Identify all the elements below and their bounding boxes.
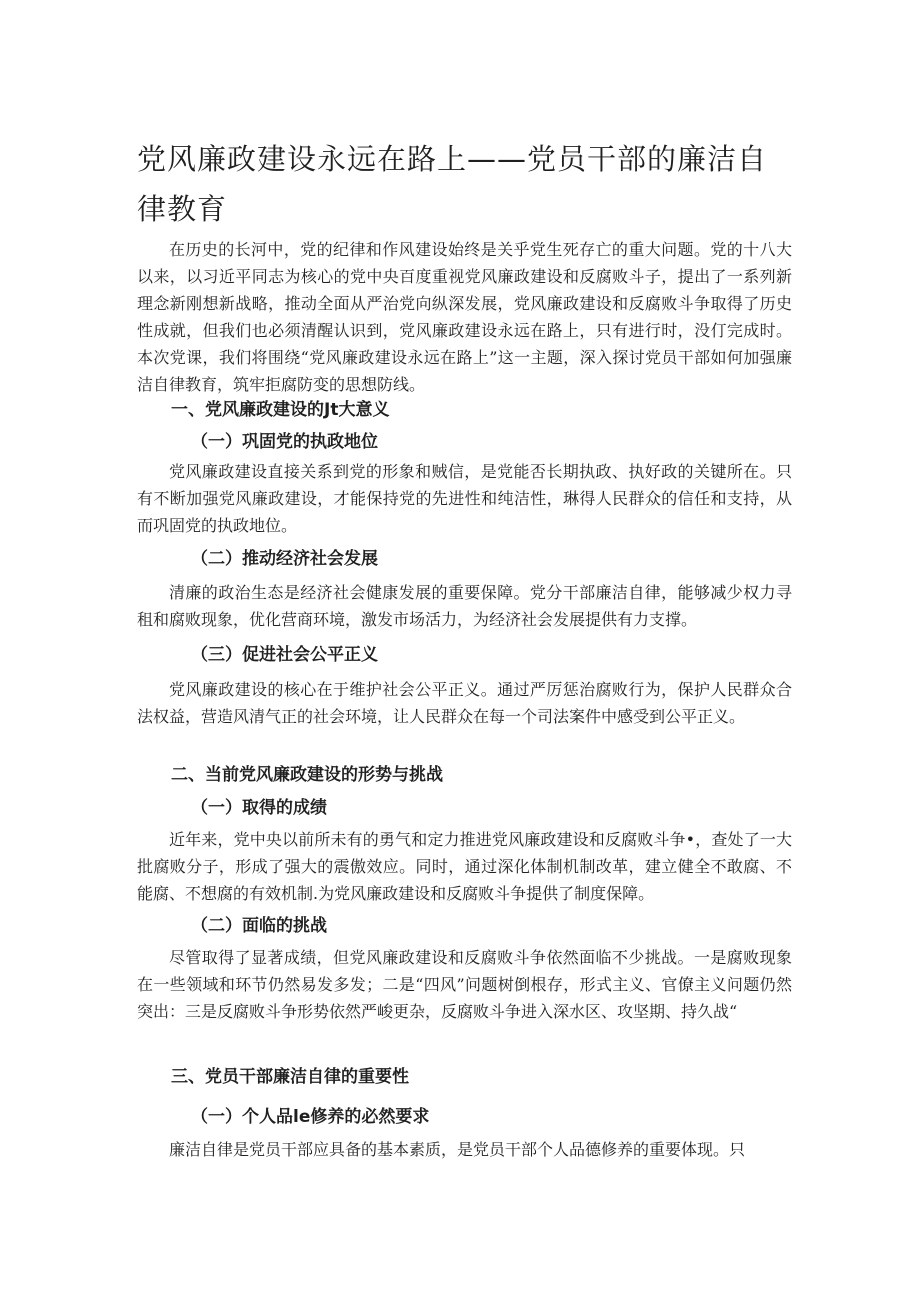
section-2-1-paragraph: 近年来，党中央以前所未有的勇气和定力推进党风廉政建设和反腐败斗争•，查处了一大批腐败分子，形成了强大的震傲效应。同时，通过深化体制机制改革，建立健全不敢腐、不能腐、不想腐的有效机制.为党风廉政建设和反腐败斗争提供了制度保障。 <box>137 830 792 903</box>
section-1-3-heading: （三）促进社会公平正义 <box>191 645 378 665</box>
section-1-heading: 一、党风廉政建设的Jt大意义 <box>171 400 390 420</box>
section-1-2-paragraph: 清廉的政治生态是经济社会健康发展的重要保障。党分干部廉洁自律，能够减少权力寻租和腐败现象，优化营商环境，激发市场活力，为经济社会发展提供有力支撑。 <box>137 583 792 629</box>
section-3-1-paragraph: 廉洁自律是党员干部应具备的基本素质，是党员干部个人品德修养的重要体现。只 <box>169 1140 746 1159</box>
section-1-1-paragraph: 党风廉政建设直接关系到党的形象和贼信，是党能否长期执政、执好政的关键所在。只有不断加强党风廉政建设，才能保持党的先进性和纯洁性，琳得人民群众的信任和支持，从而巩固党的执政地位。 <box>137 462 792 535</box>
section-1-3-paragraph: 党风廉政建设的核心在于维护社会公平正义。通过严厉惩治腐败行为，保护人民群众合法权益，营造风清气正的社会环境，让人民群众在每一个司法案件中感受到公平正义。 <box>137 680 792 726</box>
section-2-2-paragraph: 尽管取得了显著成绩，但党风廉政建设和反腐败斗争依然面临不少挑战。一是腐败现象在一些领域和环节仍然易发多发；二是“四风”问题树倒根存，形式主义、官僚主义问题仍然突出：三是反腐败斗争形势依然严峻更杂，反腐败斗争进入深水区、攻坚期、持久战“ <box>137 948 792 1021</box>
section-3-heading: 三、党员干部廉洁自律的重要性 <box>171 1067 409 1087</box>
section-1-2-heading: （二）推动经济社会发展 <box>191 549 378 569</box>
section-3-1-heading: （一）个人品le修养的必然要求 <box>191 1107 430 1127</box>
section-2-2-heading: （二）面临的挑战 <box>191 916 327 936</box>
document-title: 党风廉政建设永远在路上——党员干部的廉洁自律教育 <box>137 142 768 226</box>
section-2-heading: 二、当前党风廉政建设的形势与挑战 <box>171 765 443 785</box>
section-1-1-heading: （一）巩固党的执政地位 <box>191 432 378 452</box>
intro-paragraph: 在历史的长河中，党的纪律和作风建设始终是关乎党生死存亡的重大问题。党的十八大以来，以习近平同志为核心的党中央百度重视党风廉政建设和反腐败斗子，提出了一系列新理念新刚想新战略，推动全面从严治党向纵深发展，党风廉政建设和反腐败斗争取得了历史性成就，但我们也必须清醒认识到，党风廉政建设永远在路上，只有进行时，没仃完成时。本次党课，我们将围绕“党风廉政建设永远在路上”这一主题，深入探讨党员干部如何加强廉洁自律教育，筑牢拒腐防变的思想防线。 <box>137 240 792 394</box>
section-2-1-heading: （一）取得的成绩 <box>191 798 327 818</box>
